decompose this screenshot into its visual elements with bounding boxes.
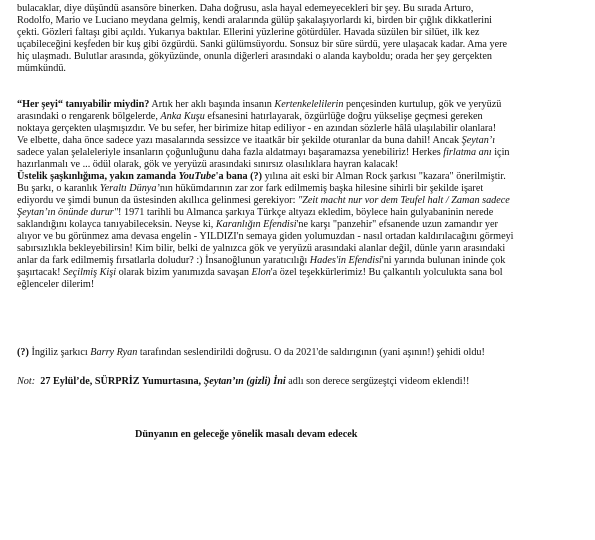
italic-span: Elon bbox=[251, 267, 271, 278]
paragraph-1-line: uçabileceğini keşfeden bir kuş gibi özgürdü. Sanki gülümsüyordu. Sonsuz bir süre sürdü, yere ulaşacak kadar. Ama yere bbox=[17, 39, 508, 50]
italic-span: Karanlığın Efendisi bbox=[215, 219, 297, 230]
question-heading: “Her şeyi“ tanıyabilir miydin? bbox=[17, 99, 150, 110]
paragraph-2-line bbox=[17, 147, 510, 159]
paragraph-2-line bbox=[17, 195, 510, 207]
paragraph-2-line bbox=[17, 171, 506, 183]
footnote-marker: (?) bbox=[17, 347, 29, 358]
italic-span: Kertenkelelilerin bbox=[274, 99, 344, 110]
text-span: Artık her aklı başında insanın bbox=[149, 99, 275, 110]
paragraph-1-line: hiç ulaşmadı. Bulutlar arasında, gökyüzünde, onunla diğerleri arasındaki o alanda kayboldu; orada her şey gerçekten bbox=[17, 51, 492, 62]
text-span: anlar da fark edilmemiş fırsatlarla doludur? :) İnsanoğlunun yaratıcılığı bbox=[17, 255, 310, 266]
text-span: saklandığını kolayca tanıyabileceksin. Neyse ki, bbox=[17, 219, 216, 230]
song-quote: "Zeit macht nur vor dem Teufel halt / Zaman sadece bbox=[297, 195, 510, 206]
text-span: nın hükümdarının zar zor fark edilmemiş başka hilesine sihirli bir şekilde işaret bbox=[159, 183, 484, 194]
paragraph-2-line: sabırsızlıkla bekleyebilirsin! Kim bilir, belki de yalnızca gök ve yeryüzü arasındaki alanlar değil, dünle yarın arasındaki bbox=[17, 243, 506, 254]
text-span: efsanesini hatırlayarak, özgürlüğe doğru yükselişe geçmesi gereken bbox=[204, 111, 483, 122]
paragraph-2-line bbox=[17, 255, 505, 267]
italic-span: Hades'in Efendisi bbox=[309, 255, 382, 266]
closing-text: Dünyanın en geleceğe yönelik masalı devam edecek bbox=[135, 429, 358, 440]
paragraph-2-line: eğlenceler dilerim! bbox=[17, 279, 95, 290]
text-span: Bu şarkı, o karanlık bbox=[17, 183, 100, 194]
text-span: Ve elbette, daha önce sadece yazı masalarında sessizce ve itaatkâr bir şekilde oturanlar da buna dahil! Ancak bbox=[17, 135, 462, 146]
text-span: 'ni yarında bulunan ininde çok bbox=[381, 255, 506, 266]
paragraph-2-line: alıyor ve bu görünmez ama devasa engelin - YILDIZI'n semaya giden yolumuzdan - nasıl ortadan kaldırılacağını görmeyi bbox=[17, 231, 514, 242]
italic-span: Seçilmiş Kişi bbox=[63, 267, 117, 278]
text-span: sadece yalan şelaleleriyle insanların çoğunluğunu daha fazla aldatmayı başaramazsa yenebiliriz! Herkes bbox=[17, 147, 444, 158]
text-span: için bbox=[491, 147, 510, 158]
text-span: arasındaki o rengarenk bölgelerde, bbox=[17, 111, 161, 122]
italic-span: Yeraltı Dünya’ bbox=[99, 183, 160, 194]
paragraph-2-line bbox=[17, 135, 495, 147]
text-span: İngiliz şarkıcı bbox=[28, 347, 91, 358]
italic-span: Şeytan’ı bbox=[461, 135, 496, 146]
text-span: olarak bizim yanımızda savaşan bbox=[116, 267, 252, 278]
paragraph-2-line: hazırlanmalı ve ... ödül olarak, gök ve yeryüzü arasındaki sınırsız olasılıklara hayran kalacak! bbox=[17, 159, 399, 170]
text-span: adlı son derece sergüzeştçi videom eklendi!! bbox=[285, 376, 470, 387]
text-span: 'a özel teşekkürlerimiz! Bu çalkantılı yolculukta sana bol bbox=[270, 267, 503, 278]
italic-span: Barry Ryan bbox=[90, 347, 138, 358]
text-span: şaşırtacak! bbox=[17, 267, 64, 278]
paragraph-1-line: bulacaklar, diye düşündü asansöre binerken. Daha doğrusu, asla hayal edemeyecekleri bir şey. Bu sırada Arturo, bbox=[17, 3, 474, 14]
closing-line bbox=[135, 429, 357, 441]
paragraph-2-line: noktaya gerçekten ulaşmışızdır. Ve bu sefer, her birimize hitap ediliyor - en azından sözlerle hâlâ ulaşılabilir olanlara! bbox=[17, 123, 497, 134]
note-label: Not: bbox=[17, 376, 36, 387]
paragraph-1-line: çekti. Gözleri faltaşı gibi açıldı. Yukarıya baktılar. Ellerini yüzlerine götürdüler. Havada süzülen bir silüet, ilk kez bbox=[17, 27, 480, 38]
paragraph-1-line: Rodolfo, Mario ve Luciano meydana gelmiş, kendi aralarında gülüp şakalaşıyorlardı ki, birden bir çığlık dikkatlerini bbox=[17, 15, 493, 26]
paragraph-2-line bbox=[17, 183, 483, 195]
video-title: Şeytan’ın (gizli) İni bbox=[203, 376, 286, 387]
bold-span: 27 Eylül’de, SÜRPRİZ Yumurtasına, bbox=[40, 376, 204, 387]
text-span: yılına ait eski bir Alman Rock şarkısı "kazara" önerilmiştir. bbox=[262, 171, 506, 182]
italic-span: Anka Kuşu bbox=[160, 111, 205, 122]
paragraph-2-line bbox=[17, 207, 493, 219]
paragraph-2-line bbox=[17, 219, 498, 231]
paragraph-2-line bbox=[17, 111, 483, 123]
paragraph-2-line bbox=[17, 99, 501, 111]
bold-span: 'a bana (?) bbox=[215, 171, 263, 182]
youtube-mention: YouTube bbox=[178, 171, 216, 182]
italic-span: firlatma anı bbox=[443, 147, 492, 158]
song-quote: Şeytan’ın önünde durur" bbox=[17, 207, 119, 218]
footnote bbox=[17, 347, 485, 359]
bold-span: Üstelik şaşkınlığıma, yakın zamanda bbox=[17, 171, 179, 182]
text-span: pençesinden kurtulup, gök ve yeryüzü bbox=[343, 99, 502, 110]
text-span: ! 1971 tarihli bu Almanca şarkıya Türkçe altyazı ekledim, böylece hain gulyabaninin nerede bbox=[118, 207, 494, 218]
text-span: tarafından seslendirildi doğrusu. O da 2021'de saldırıgının (yani aşının!) şehidi oldu! bbox=[137, 347, 485, 358]
text-span: ediyordu ve şimdi bunun da üstesinden akıllıca gelinmesi gerekiyor: bbox=[17, 195, 298, 206]
note bbox=[17, 376, 469, 388]
text-span: 'ne karşı "panzehir" efsanende uzun zamandır yer bbox=[296, 219, 498, 230]
paragraph-1-line: mümkündü. bbox=[17, 63, 66, 74]
paragraph-2-line bbox=[17, 267, 503, 279]
